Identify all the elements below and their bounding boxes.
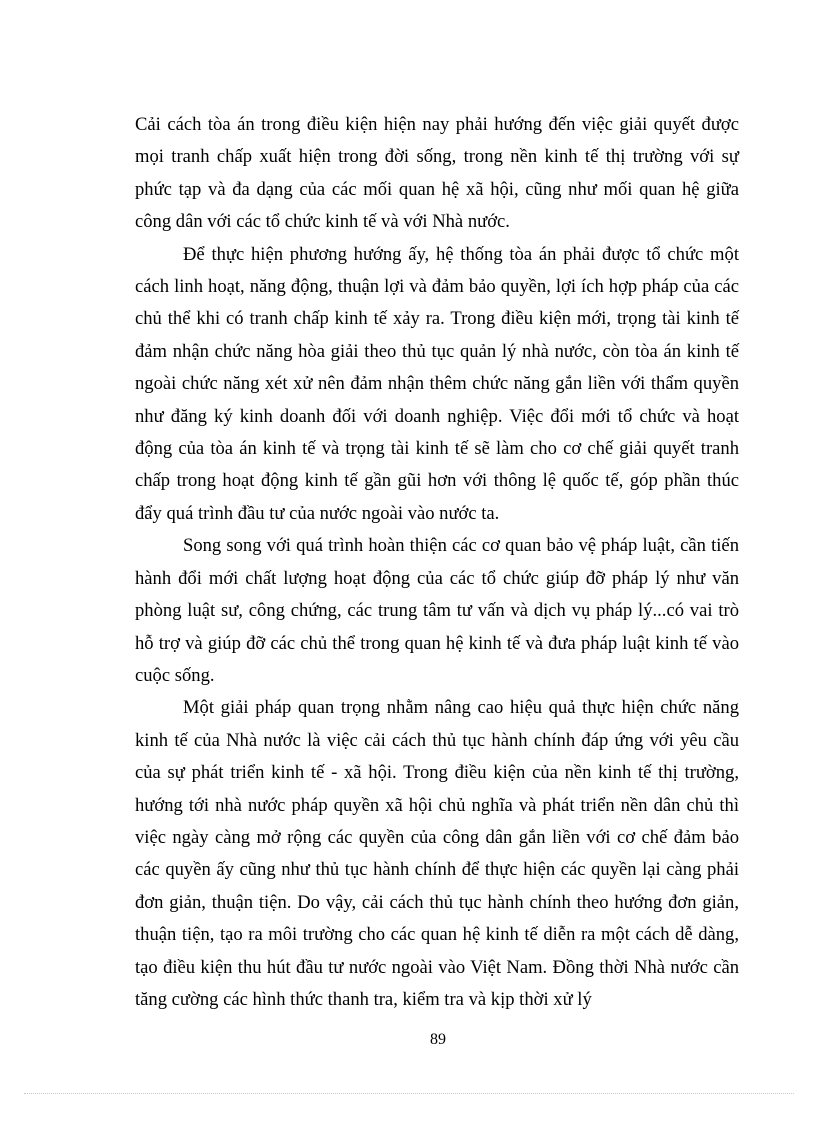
page-number: 89 (430, 1031, 446, 1048)
paragraph-2: Để thực hiện phương hướng ấy, hệ thống tòa án phải được tổ chức một cách linh hoạt, năng động, thuận lợi và đảm bảo quyền, lợi ích hợp pháp của các chủ thể khi có tranh chấp kinh tế xảy ra. Trong điều kiện mới, trọng tài kinh tế đảm nhận chức năng hòa giải theo thủ tục quản lý nhà nước, còn tòa án kinh tế ngoài chức năng xét xử nên đảm nhận thêm chức năng gắn liền với thẩm quyền như đăng ký kinh doanh đối với doanh nghiệp. Việc đổi mới tổ chức và hoạt động của tòa án kinh tế và trọng tài kinh tế sẽ làm cho cơ chế giải quyết tranh chấp trong hoạt động kinh tế gần gũi hơn với thông lệ quốc tế, góp phần thúc đẩy quá trình đầu tư của nước ngoài vào nước ta. (135, 243, 739, 524)
paragraph-3: Song song với quá trình hoàn thiện các cơ quan bảo vệ pháp luật, cần tiến hành đổi mới chất lượng hoạt động của các tổ chức giúp đỡ pháp lý như văn phòng luật sư, công chứng, các trung tâm tư vấn và dịch vụ pháp lý...có vai trò hỗ trợ và giúp đỡ các chủ thể trong quan hệ kinh tế và đưa pháp luật kinh tế vào cuộc sống. (135, 535, 739, 686)
paragraph-4: Một giải pháp quan trọng nhằm nâng cao hiệu quả thực hiện chức năng kinh tế của Nhà nước là việc cải cách thủ tục hành chính đáp ứng với yêu cầu của sự phát triển kinh tế - xã hội. Trong điều kiện của nền kinh tế thị trường, hướng tới nhà nước pháp quyền xã hội chủ nghĩa và phát triển nền dân chủ thì việc ngày càng mở rộng các quyền của công dân gắn liền với cơ chế đảm bảo các quyền ấy cũng như thủ tục hành chính để thực hiện các quyền lại càng phải đơn giản, thuận tiện. Do vậy, cải cách thủ tục hành chính theo hướng đơn giản, thuận tiện, tạo ra môi trường cho các quan hệ kinh tế diễn ra một cách dễ dàng, tạo điều kiện thu hút đầu tư nước ngoài vào Việt Nam. Đồng thời Nhà nước cần tăng cường các hình thức thanh tra, kiểm tra và kịp thời xử lý (135, 697, 739, 1010)
body-text (135, 109, 739, 1016)
footer-divider (24, 1093, 794, 1094)
paragraph-1: Cải cách tòa án trong điều kiện hiện nay phải hướng đến việc giải quyết được mọi tranh chấp xuất hiện trong đời sống, trong nền kinh tế thị trường với sự phức tạp và đa dạng của các mối quan hệ xã hội, cũng như mối quan hệ giữa công dân với các tổ chức kinh tế và với Nhà nước. (135, 114, 739, 233)
